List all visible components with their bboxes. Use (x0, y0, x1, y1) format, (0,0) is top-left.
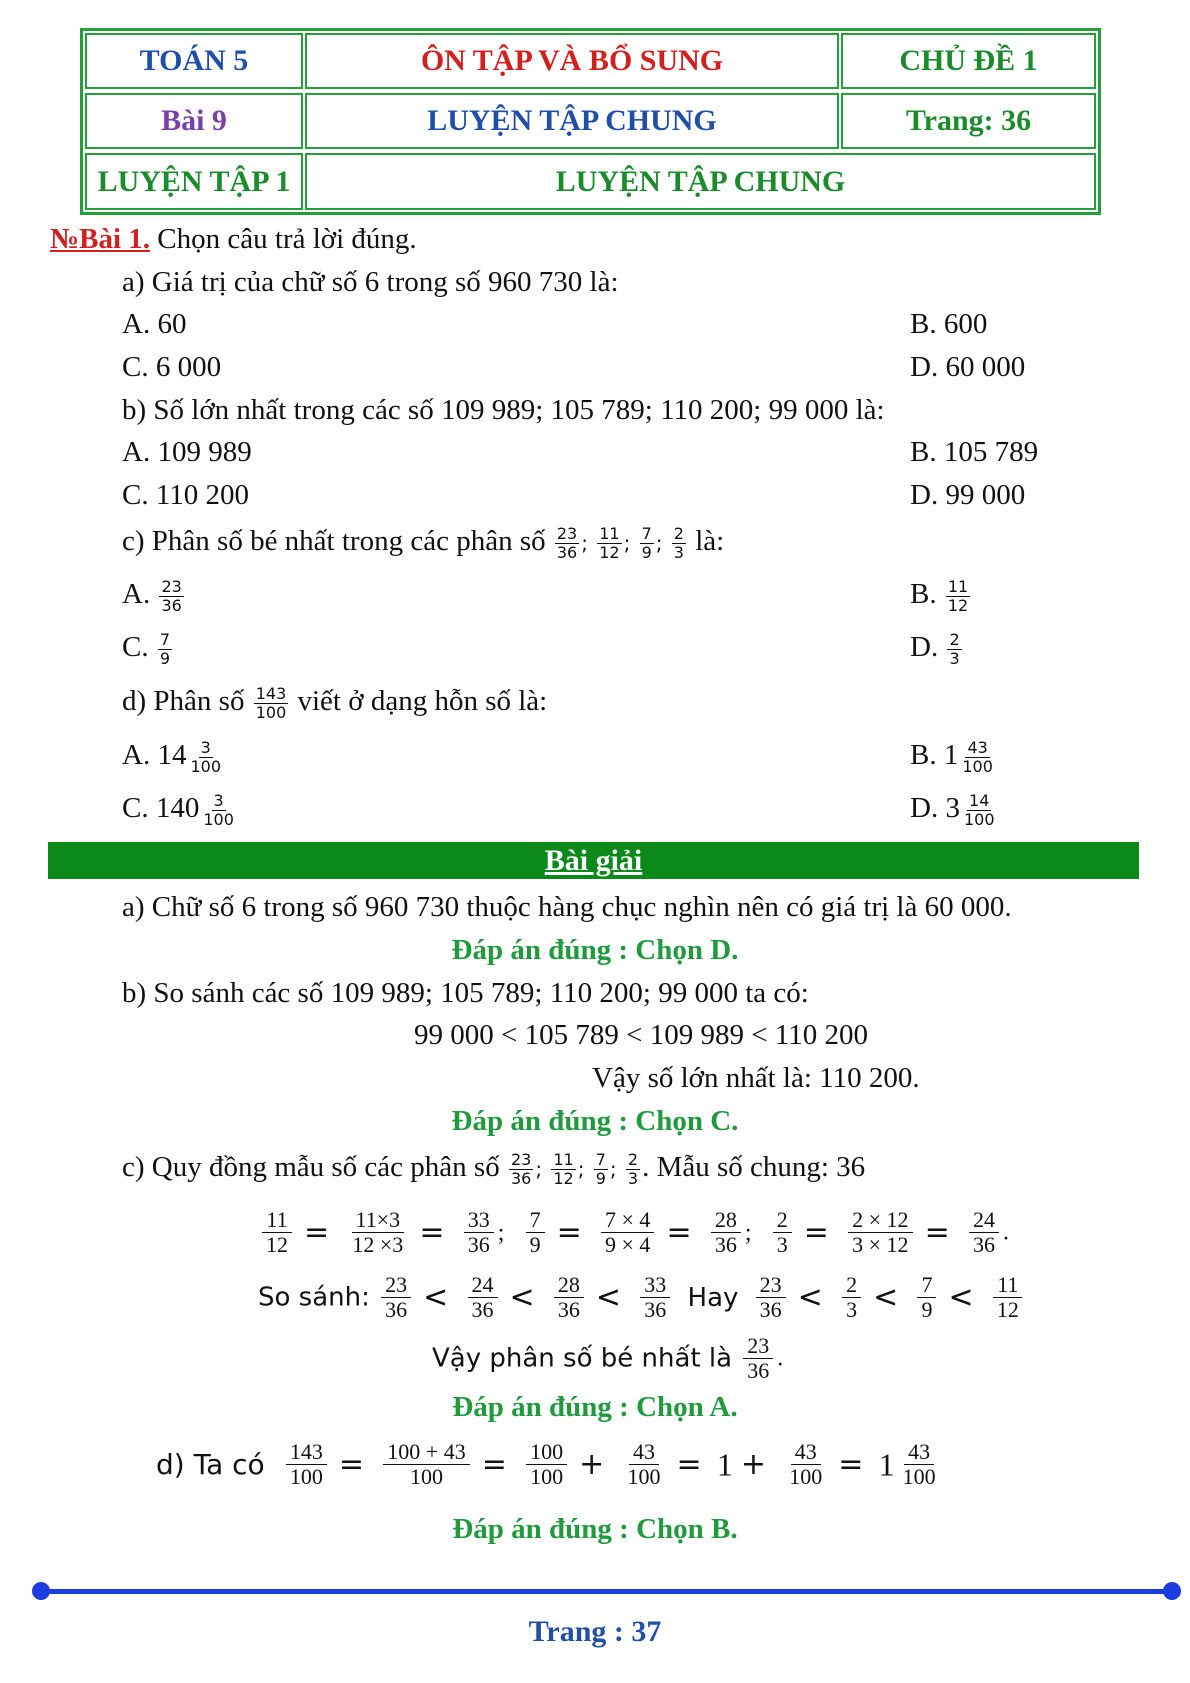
exercise-heading (50, 222, 417, 256)
footer-dot-right (1163, 1582, 1181, 1600)
fraction: $\frac{23}{36}$ (556, 523, 578, 562)
question-a: a) Giá trị của chữ số 6 trong số 960 730 là: (122, 266, 619, 298)
solution-c-text: c) Quy đồng mẫu số các phân số $\frac{23}{36}$ ; $\frac{11}{12}$ ; $\frac{7}{9}$ ; $\frac{2}{3}$ . Mẫu số chung: 36 (122, 1149, 866, 1188)
option-d-A: A. 14 $\frac{3}{100}$ (122, 737, 221, 776)
option-b-C: C. 110 200 (122, 479, 250, 511)
solution-a-answer: Đáp án đúng : Chọn D. (451, 934, 739, 966)
solution-c-conclusion: Vậy phân số bé nhất là $\frac{23}{36}$ . (432, 1333, 784, 1383)
practice-cell: LUYỆN TẬP 1 (85, 153, 303, 210)
lesson-cell: Bài 9 (85, 93, 303, 149)
solution-banner (48, 842, 1139, 879)
option-c-D: D. $\frac{2}{3}$ (910, 629, 960, 668)
footer-divider (40, 1589, 1175, 1594)
option-d-B: B. 1 $\frac{43}{100}$ (910, 737, 993, 776)
question-c-end: là: (695, 525, 725, 557)
question-c: c) Phân số bé nhất trong các phân số $\frac{23}{36}$ ; $\frac{11}{12}$ ; $\frac{7}{9}$ ; $\frac{2}{3}$ là: (122, 523, 725, 562)
solution-b-conclusion: Vậy số lớn nhất là: 110 200. (592, 1062, 920, 1094)
question-b: b) Số lớn nhất trong các số 109 989; 105 789; 110 200; 99 000 là: (122, 394, 885, 426)
solution-b-text: b) So sánh các số 109 989; 105 789; 110 200; 99 000 ta có: (122, 977, 809, 1009)
solution-b-answer: Đáp án đúng : Chọn C. (451, 1105, 739, 1137)
option-b-B: B. 105 789 (910, 436, 1039, 468)
question-d: d) Phân số $\frac{143}{100}$ viết ở dạng hỗn số là: (122, 683, 548, 722)
chapter-cell: CHỦ ĐỀ 1 (841, 33, 1096, 89)
exercise-prompt: Chọn câu trả lời đúng. (157, 223, 417, 255)
fraction: $\frac{7}{9}$ (641, 523, 652, 562)
question-c-start: c) Phân số bé nhất trong các phân số (122, 525, 546, 557)
option-b-D: D. 99 000 (910, 479, 1026, 511)
solution-title: Bài giải (544, 843, 643, 877)
fraction: $\frac{2}{3}$ (673, 523, 684, 562)
option-d-D: D. 3 $\frac{14}{100}$ (910, 790, 995, 829)
option-c-C: C. $\frac{7}{9}$ (122, 629, 171, 668)
fraction: $\frac{143}{100}$ (255, 683, 287, 722)
exercise-label: №Bài 1. (50, 223, 151, 255)
option-a-D: D. 60 000 (910, 351, 1026, 383)
page-number: Trang : 37 (528, 1615, 662, 1648)
option-a-A: A. 60 (122, 308, 187, 340)
solution-a-text: a) Chữ số 6 trong số 960 730 thuộc hàng chục nghìn nên có giá trị là 60 000. (122, 891, 1012, 923)
option-a-C: C. 6 000 (122, 351, 222, 383)
option-a-B: B. 600 (910, 308, 988, 340)
solution-d-answer: Đáp án đúng : Chọn B. (452, 1513, 738, 1545)
solution-d-equation: d) Ta có $\frac{143}{100}$ = $\frac{100 + 43}{100}$ = $\frac{100}{100}$ + $\frac{43}{100}$ = 1 + $\frac{43}{100}$ = 1 $\frac{43}{100}$ (156, 1439, 936, 1489)
solution-c-answer: Đáp án đúng : Chọn A. (452, 1391, 738, 1423)
subject-cell: TOÁN 5 (85, 33, 303, 89)
option-c-B: B. $\frac{11}{12}$ (910, 576, 969, 615)
solution-c-equations: $\frac{11}{12}$ = $\frac{11\times 3}{12 \times 3}$ = $\frac{33}{36}$ ; $\frac{7}{9}$ = $\frac{7 \times 4}{9 \times 4}$ = $\frac{28}{36}$ ; $\frac{2}{3}$ = $\frac{2 \times 12}{3 \times 12}$ = $\frac{24}{36}$ . (258, 1208, 1009, 1257)
solution-b-compare: 99 000 < 105 789 < 109 989 < 110 200 (414, 1019, 868, 1051)
lesson-title-cell: LUYỆN TẬP CHUNG (305, 93, 839, 149)
practice-title-cell: LUYỆN TẬP CHUNG (305, 153, 1096, 210)
topic-cell: ÔN TẬP VÀ BỔ SUNG (305, 33, 839, 89)
option-d-C: C. 140 $\frac{3}{100}$ (122, 790, 234, 829)
fraction: $\frac{11}{12}$ (599, 523, 620, 562)
option-c-A: A. $\frac{23}{36}$ (122, 576, 182, 615)
option-b-A: A. 109 989 (122, 436, 252, 468)
page-ref-cell: Trang: 36 (841, 93, 1096, 149)
header-table (80, 28, 1101, 215)
solution-c-compare: So sánh: $\frac{23}{36}$ < $\frac{24}{36}$ < $\frac{28}{36}$ < $\frac{33}{36}$ Hay $\frac{23}{36}$ < $\frac{2}{3}$ < $\frac{7}{9}$ < $\frac{11}{12}$ (258, 1273, 1027, 1322)
